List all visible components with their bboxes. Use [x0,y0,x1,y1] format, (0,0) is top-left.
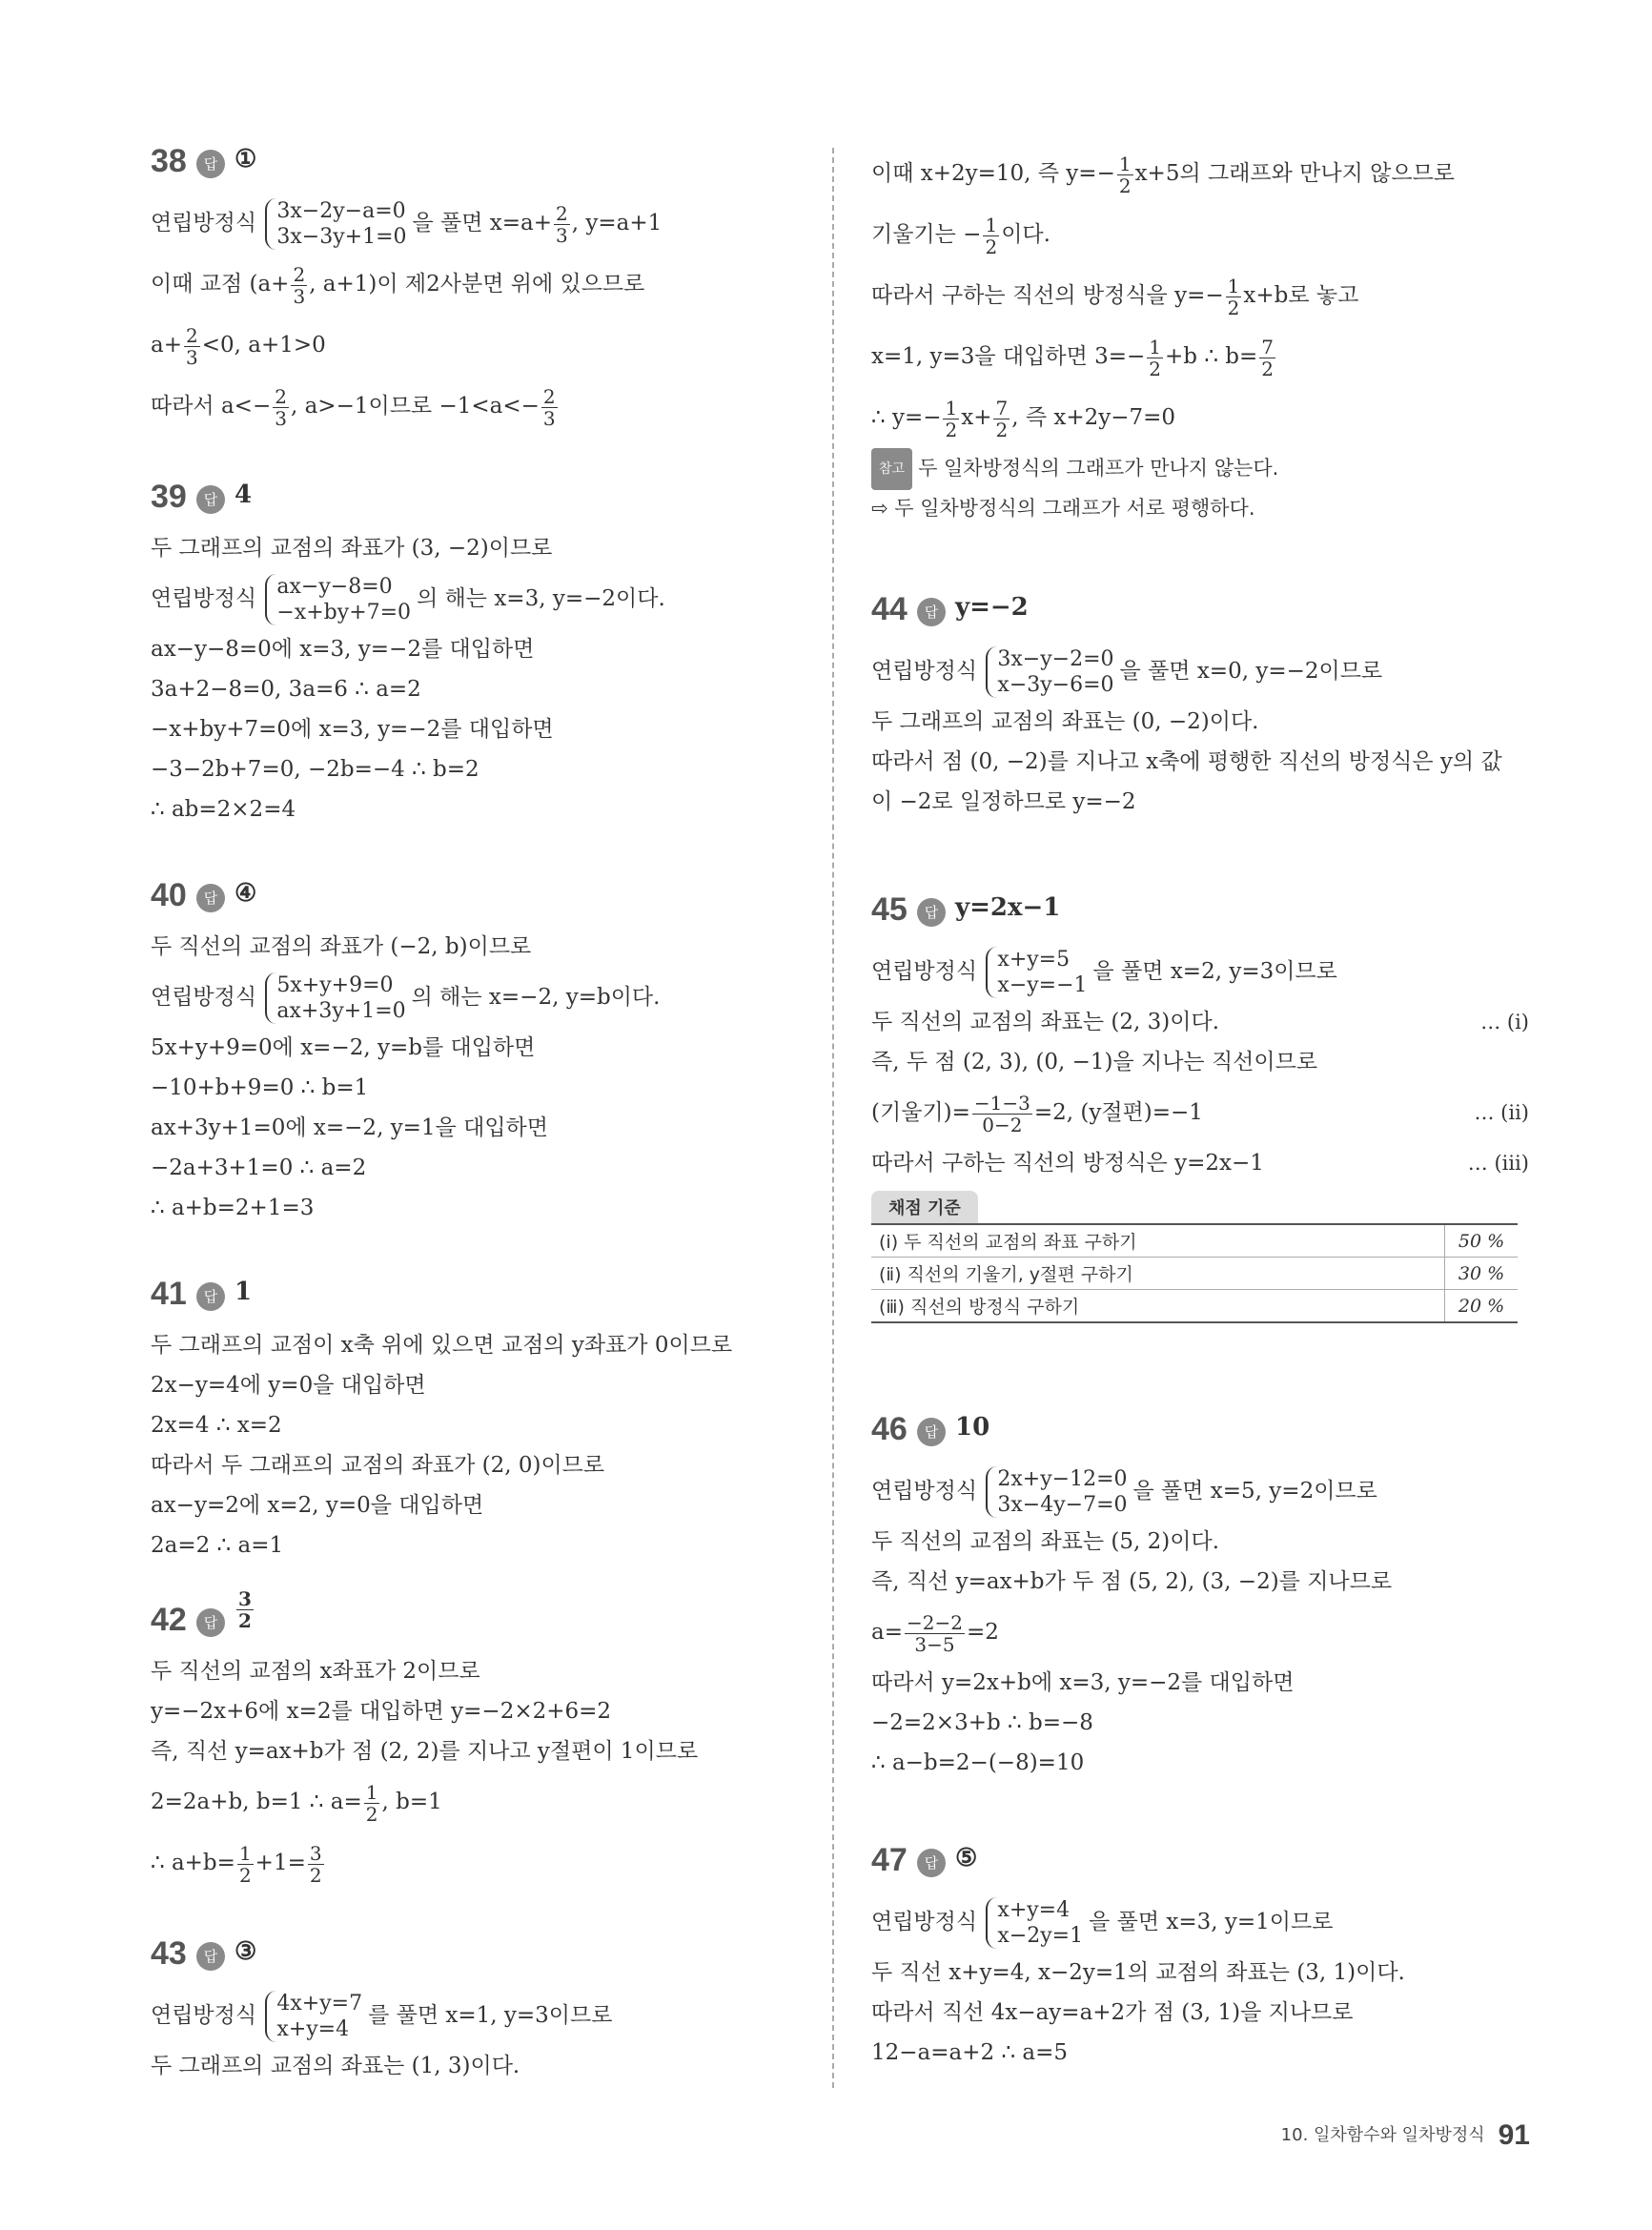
solution-line: 연립방정식 4x+y=7 x+y=4 를 풀면 x=1, y=3이므로 [151,1992,613,2041]
answer: ④ [235,879,257,908]
solution-line: −10+b+9=0 ∴ b=1 [151,1075,369,1100]
problem-38 [151,143,818,437]
equation-system: 3x−y−2=0 x−3y−6=0 [986,646,1117,698]
problem-43-continued [871,143,1529,528]
fraction: $\frac{1}{2}$ [985,213,998,258]
solution-line: 즉, 직선 y=ax+b가 두 점 (5, 2), (3, −2)를 지나므로 [871,1569,1393,1594]
step-marker: … (ⅱ) [1474,1101,1529,1124]
problem-number: 42 [151,1602,187,1638]
answer-badge: 답 [917,898,946,927]
answer: 1 [235,1278,253,1306]
problem-number: 45 [871,891,908,928]
reference-note: 참고 두 일차방정식의 그래프가 만나지 않는다. [871,448,1529,488]
fraction: $\frac{1}{2}$ [945,396,958,441]
solution-line: ax−y=2에 x=2, y=0을 대입하면 [151,1493,484,1518]
solution-line: 이때 x+2y=10, 즉 y=− $\frac{1}{2}$ x+5의 그래프와 만나지 않으므로 [871,152,1456,197]
solution-line: 기울기는 − $\frac{1}{2}$ 이다. [871,213,1050,258]
problem-number: 44 [871,591,908,627]
solution-line: ∴ ab=2×2=4 [151,797,296,822]
problem-44 [871,591,1529,822]
solution-line: 연립방정식 5x+y+9=0 ax+3y+1=0 의 해는 x=−2, y=b이다. [151,973,661,1023]
problem-number: 41 [151,1276,187,1312]
solution-line: 따라서 두 그래프의 교점의 좌표가 (2, 0)이므로 [151,1453,605,1478]
solution-line: 따라서 구하는 직선의 방정식은 y=2x−1 … (ⅲ) [871,1143,1529,1183]
answer: ⑤ [955,1844,978,1872]
solution-line: 이때 교점 (a+ $\frac{2}{3}$ , a+1)이 제2사분면 위에 있으므로 [151,262,645,308]
reference-note: ⇨ 두 일차방정식의 그래프가 서로 평행하다. [871,497,1255,520]
solution-line: ∴ a+b=2+1=3 [151,1196,315,1220]
answer: 4 [235,481,253,509]
solution-line: a+ $\frac{2}{3}$ <0, a+1>0 [151,323,326,369]
solution-line: 두 그래프의 교점의 좌표가 (3, −2)이므로 [151,536,553,561]
solution-line: 따라서 직선 4x−ay=a+2가 점 (3, 1)을 지나므로 [871,2000,1354,2025]
solution-line: ax−y−8=0에 x=3, y=−2를 대입하면 [151,637,535,662]
problem-40 [151,877,818,1228]
answer-badge: 답 [196,884,225,912]
problem-number: 38 [151,143,187,179]
solution-line: ∴ a−b=2−(−8)=10 [871,1750,1085,1775]
fraction: $\frac{1}{2}$ [365,1780,378,1826]
solution-line: 2=2a+b, b=1 ∴ a= $\frac{1}{2}$ , b=1 [151,1780,442,1826]
grading-criteria-title: 채점 기준 [871,1191,978,1223]
fraction: $\frac{2}{3}$ [556,201,568,247]
answer: $\frac{3}{2}$ [238,1587,252,1632]
fraction: $\frac{7}{2}$ [995,396,1009,441]
solution-line: ax+3y+1=0에 x=−2, y=1을 대입하면 [151,1115,548,1140]
solution-line: 두 직선의 교점의 좌표가 (−2, b)이므로 [151,934,532,959]
solution-line: (기울기)= $\frac{-1-3}{0-2}$ =2, (y절편)=−1 … (ⅱ) [871,1082,1529,1143]
reference-tag: 참고 [871,448,912,490]
table-row: (ⅰ) 두 직선의 교점의 좌표 구하기 50 % [871,1224,1518,1258]
solution-line: 3a+2−8=0, 3a=6 ∴ a=2 [151,677,421,702]
solution-line: ∴ a+b= $\frac{1}{2}$ +1= $\frac{3}{2}$ [151,1841,322,1887]
solution-line: −2a+3+1=0 ∴ a=2 [151,1156,367,1180]
answer: y=2x−1 [955,893,1061,922]
fraction: $\frac{1}{2}$ [1227,274,1240,319]
fraction: $\frac{1}{2}$ [1118,152,1132,197]
solution-line: 연립방정식 3x−y−2=0 x−3y−6=0 을 풀면 x=0, y=−2이므로 [871,647,1383,697]
solution-line: 즉, 두 점 (2, 3), (0, −1)을 지나는 직선이므로 [871,1050,1318,1074]
answer: y=−2 [955,593,1029,622]
problem-number: 47 [871,1842,908,1878]
fraction: $\frac{2}{3}$ [275,384,287,430]
solution-line: 5x+y+9=0에 x=−2, y=b를 대입하면 [151,1035,536,1060]
solution-line: 연립방정식 x+y=5 x−y=−1 을 풀면 x=2, y=3이므로 [871,948,1337,997]
solution-line: 즉, 직선 y=ax+b가 점 (2, 2)를 지나고 y절편이 1이므로 [151,1739,699,1764]
answer: ① [235,145,257,174]
solution-line: 두 직선 x+y=4, x−2y=1의 교점의 좌표는 (3, 1)이다. [871,1960,1405,1985]
answer-badge: 답 [917,1849,946,1877]
solution-line: 따라서 a<− $\frac{2}{3}$ , a>−1이므로 −1<a<− $\frac{2}{3}$ [151,384,556,430]
equation-system: 4x+y=7 x+y=4 [265,1991,366,2042]
solution-line: 두 그래프의 교점의 좌표는 (0, −2)이다. [871,709,1259,734]
page-footer [1281,2119,1530,2152]
page-number: 91 [1498,2119,1530,2151]
problem-46 [871,1411,1529,1783]
step-marker: … (ⅲ) [1467,1152,1529,1175]
solution-line: 따라서 구하는 직선의 방정식을 y=− $\frac{1}{2}$ x+b로 놓고 [871,274,1359,319]
problem-45 [871,891,1529,1323]
table-row: (ⅱ) 직선의 기울기, y절편 구하기 30 % [871,1258,1518,1290]
equation-system: 3x−2y−a=0 3x−3y+1=0 [265,198,410,250]
solution-line: 12−a=a+2 ∴ a=5 [871,2040,1069,2065]
grading-criteria-table [871,1223,1518,1323]
solution-line: 두 그래프의 교점의 좌표는 (1, 3)이다. [151,2054,520,2078]
equation-system: ax−y−8=0 −x+by+7=0 [265,574,415,625]
fraction: $\frac{1}{2}$ [1149,335,1162,380]
equation-system: x+y=5 x−y=−1 [986,947,1091,998]
problem-number: 39 [151,479,187,515]
chapter-title: 10. 일차함수와 일차방정식 [1280,2125,1485,2145]
solution-line: ∴ y=− $\frac{1}{2}$ x+ $\frac{7}{2}$ , 즉 x+2y−7=0 [871,396,1176,441]
fraction: $\frac{-2-2}{3-5}$ [906,1610,963,1656]
answer-badge: 답 [196,150,225,178]
fraction: $\frac{1}{2}$ [238,1841,252,1887]
solution-line: x=1, y=3을 대입하면 3=− $\frac{1}{2}$ +b ∴ b= $\frac{7}{2}$ [871,335,1275,380]
solution-line: 두 직선의 교점의 좌표는 (2, 3)이다. … (ⅰ) [871,1002,1529,1042]
column-divider [832,148,834,2088]
problem-39 [151,479,818,829]
solution-line: 2a=2 ∴ a=1 [151,1533,284,1558]
solution-line: a= $\frac{-2-2}{3-5}$ =2 [871,1610,999,1656]
problem-number: 40 [151,877,187,913]
problem-47 [871,1842,1529,2073]
fraction: $\frac{3}{2}$ [309,1841,322,1887]
solution-line: 연립방정식 3x−2y−a=0 3x−3y+1=0 을 풀면 x=a+ $\frac{2}{3}$ , y=a+1 [151,199,663,249]
problem-42 [151,1587,818,1893]
answer: 10 [955,1413,990,1442]
solution-line: 2x=4 ∴ x=2 [151,1413,282,1438]
solution-line: 연립방정식 ax−y−8=0 −x+by+7=0 의 해는 x=3, y=−2이다. [151,575,665,624]
solution-line: 이 −2로 일정하므로 y=−2 [871,789,1136,814]
answer-badge: 답 [196,1282,225,1311]
problem-number: 46 [871,1411,908,1447]
solution-line: 연립방정식 x+y=4 x−2y=1 을 풀면 x=3, y=1이므로 [871,1898,1334,1948]
answer-badge: 답 [196,1942,225,1971]
problem-41 [151,1276,818,1565]
problem-number: 43 [151,1935,187,1972]
step-marker: … (ⅰ) [1480,1011,1529,1033]
fraction: $\frac{-1-3}{0-2}$ [973,1091,1030,1136]
solution-line: 2x−y=4에 y=0을 대입하면 [151,1373,426,1398]
equation-system: x+y=4 x−2y=1 [986,1897,1087,1949]
solution-line: 두 직선의 교점의 x좌표가 2이므로 [151,1659,480,1684]
fraction: $\frac{2}{3}$ [542,384,556,430]
solution-line: 두 직선의 교점의 좌표는 (5, 2)이다. [871,1529,1220,1554]
answer-badge: 답 [917,1418,946,1446]
fraction: $\frac{2}{3}$ [185,323,198,369]
table-row: (ⅲ) 직선의 방정식 구하기 20 % [871,1290,1518,1323]
solution-line: 연립방정식 2x+y−12=0 3x−4y−7=0 을 풀면 x=5, y=2이므로 [871,1467,1377,1517]
fraction: $\frac{7}{2}$ [1261,335,1275,380]
solution-line: −3−2b+7=0, −2b=−4 ∴ b=2 [151,757,479,782]
fraction: $\frac{2}{3}$ [293,262,306,308]
solution-line: y=−2x+6에 x=2를 대입하면 y=−2×2+6=2 [151,1699,612,1724]
problem-43 [151,1935,818,2086]
equation-system: 2x+y−12=0 3x−4y−7=0 [986,1466,1131,1518]
solution-line: −x+by+7=0에 x=3, y=−2를 대입하면 [151,717,554,742]
solution-line: −2=2×3+b ∴ b=−8 [871,1710,1093,1735]
solution-line: 따라서 점 (0, −2)를 지나고 x축에 평행한 직선의 방정식은 y의 값 [871,749,1502,774]
equation-system: 5x+y+9=0 ax+3y+1=0 [265,972,409,1024]
answer: ③ [235,1937,257,1966]
answer-badge: 답 [196,1608,225,1637]
solution-line: 두 그래프의 교점이 x축 위에 있으면 교점의 y좌표가 0이므로 [151,1333,733,1358]
solution-line: 따라서 y=2x+b에 x=3, y=−2를 대입하면 [871,1670,1295,1695]
answer-badge: 답 [196,485,225,514]
answer-badge: 답 [917,598,946,626]
